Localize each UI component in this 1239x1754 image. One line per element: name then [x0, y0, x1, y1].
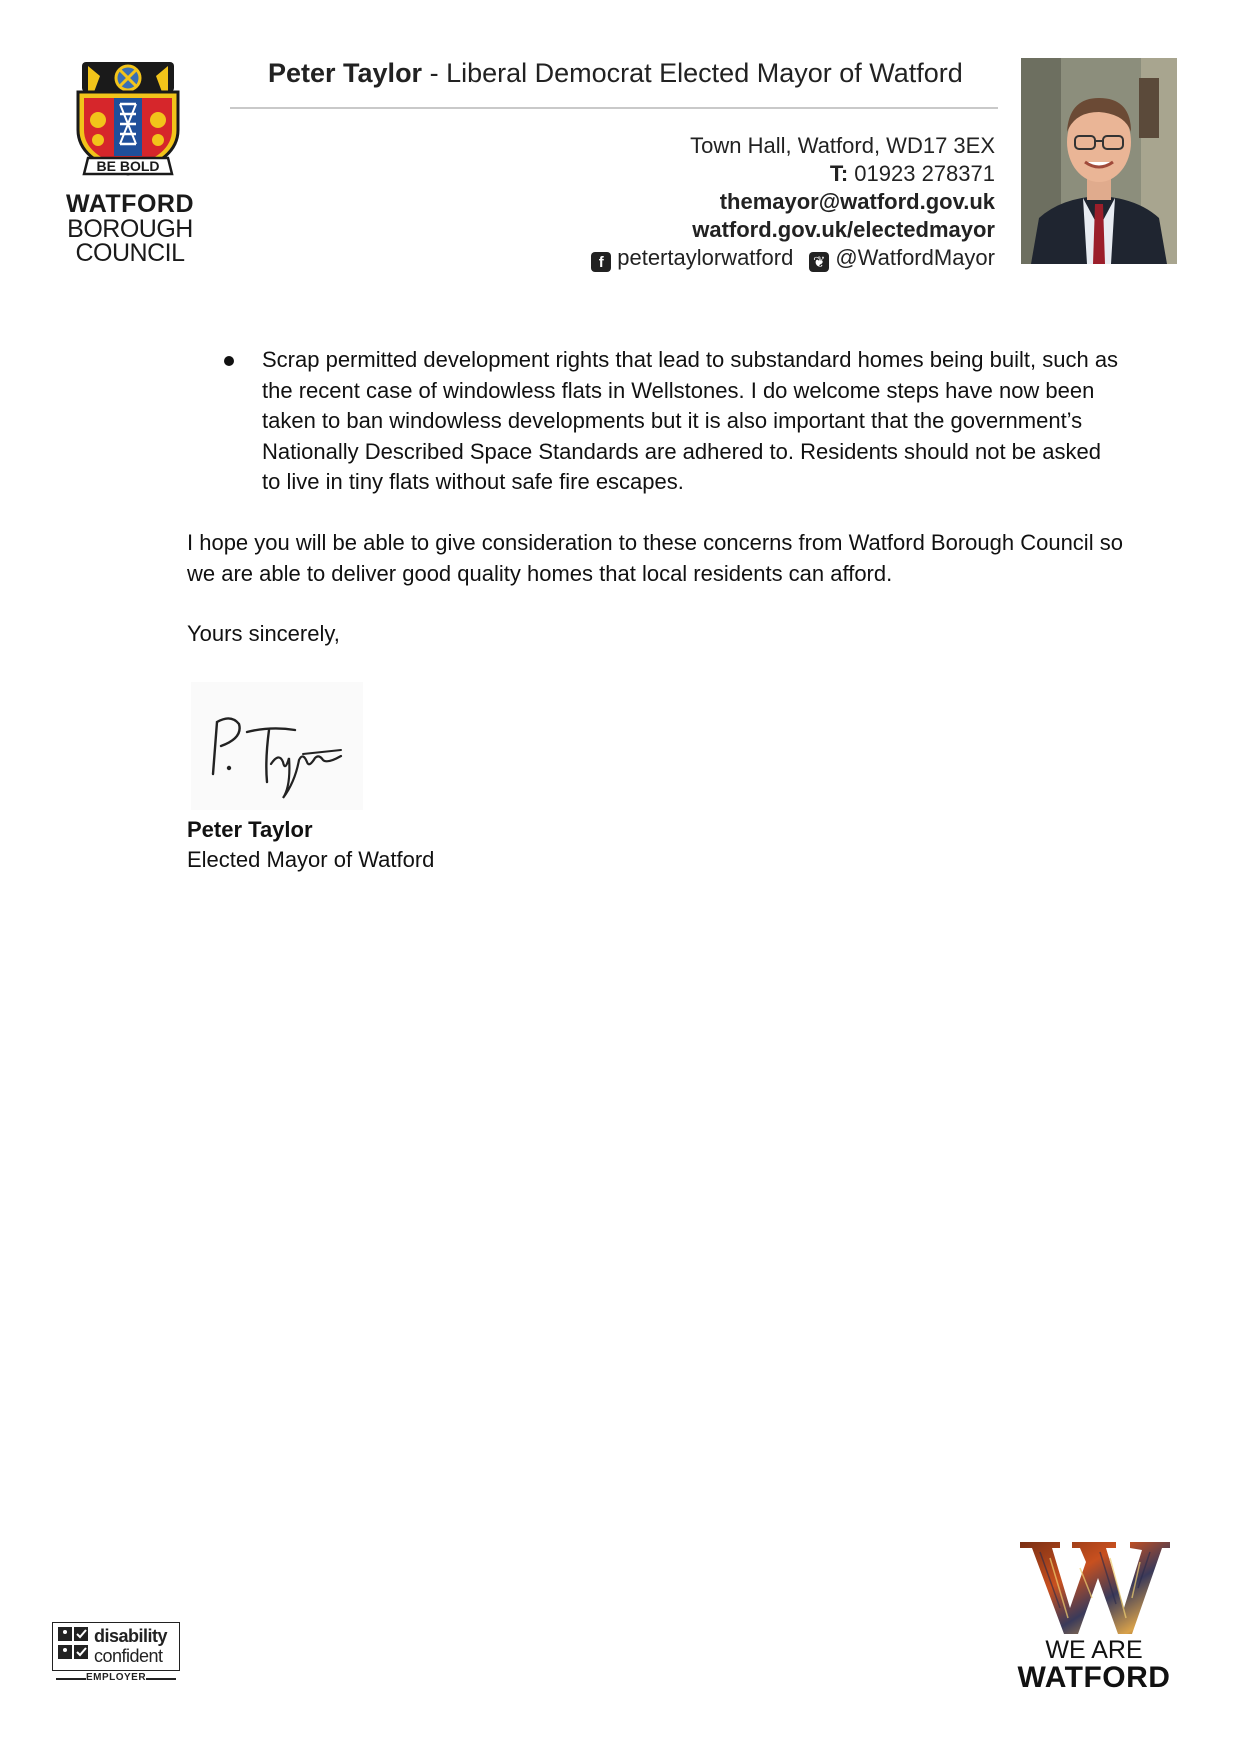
portrait-image [1021, 58, 1177, 264]
bullet-paragraph: Scrap permitted development rights that lead to substandard homes being built, such as the recent case of windowless flats in Wellstones. I do welcome steps have now been taken to ban windowless developments but it is also important that the government’s Nationally Described Space Standards are adhered to. Residents should not be asked to live in tiny flats without safe fire escapes. [262, 347, 1119, 494]
social-links [591, 244, 995, 272]
badge-line-1: disability [94, 1626, 168, 1646]
mayor-photo [1021, 58, 1177, 264]
w-logo-icon [1020, 1538, 1170, 1636]
website-link[interactable]: watford.gov.uk/electedmayor [692, 217, 995, 242]
signature-image [191, 682, 363, 810]
salutation: Yours sincerely, [187, 621, 340, 646]
crest-icon [70, 58, 186, 184]
council-logo [55, 58, 205, 268]
bullet-point [224, 356, 234, 366]
facebook-icon: f [591, 252, 611, 272]
phone-number: 01923 278371 [848, 161, 995, 186]
twitter-handle[interactable]: @WatfordMayor [835, 245, 995, 270]
badge-line-3: EMPLOYER [52, 1672, 180, 1683]
badge-line-2: confident [94, 1646, 163, 1666]
phone-label: T: [829, 161, 849, 186]
letterhead-title [268, 56, 1003, 90]
closing-paragraph: I hope you will be able to give consideration to these concerns from Watford Borough Council so we are able to deliver good quality homes that local residents can afford. [187, 530, 1123, 586]
letterhead-name: Peter Taylor [268, 58, 423, 88]
motto-text: BE BOLD [96, 158, 160, 174]
badge-border [52, 1622, 180, 1671]
header-divider [230, 107, 998, 109]
signer-name: Peter Taylor [187, 817, 313, 842]
brand-line-1: WE ARE [1045, 1636, 1143, 1664]
letterhead-role: - Liberal Democrat Elected Mayor of Watford [422, 58, 963, 88]
address: Town Hall, Watford, WD17 3EX [690, 133, 995, 158]
handwritten-signature [191, 682, 363, 810]
disability-confident-badge [52, 1622, 180, 1682]
brand-line-2: WATFORD [1017, 1661, 1171, 1694]
council-name-line-2: BOROUGH [67, 215, 193, 243]
council-name-line-3: COUNCIL [75, 239, 185, 267]
we-are-watford-logo [1010, 1538, 1178, 1694]
facebook-handle[interactable]: petertaylorwatford [617, 245, 794, 270]
signer-title: Elected Mayor of Watford [187, 847, 435, 872]
email-link[interactable]: themayor@watford.gov.uk [719, 189, 995, 214]
council-name-line-1: WATFORD [65, 190, 194, 218]
twitter-icon: ❦ [809, 252, 829, 272]
phone-line [830, 160, 995, 188]
tick-icon [58, 1627, 90, 1665]
